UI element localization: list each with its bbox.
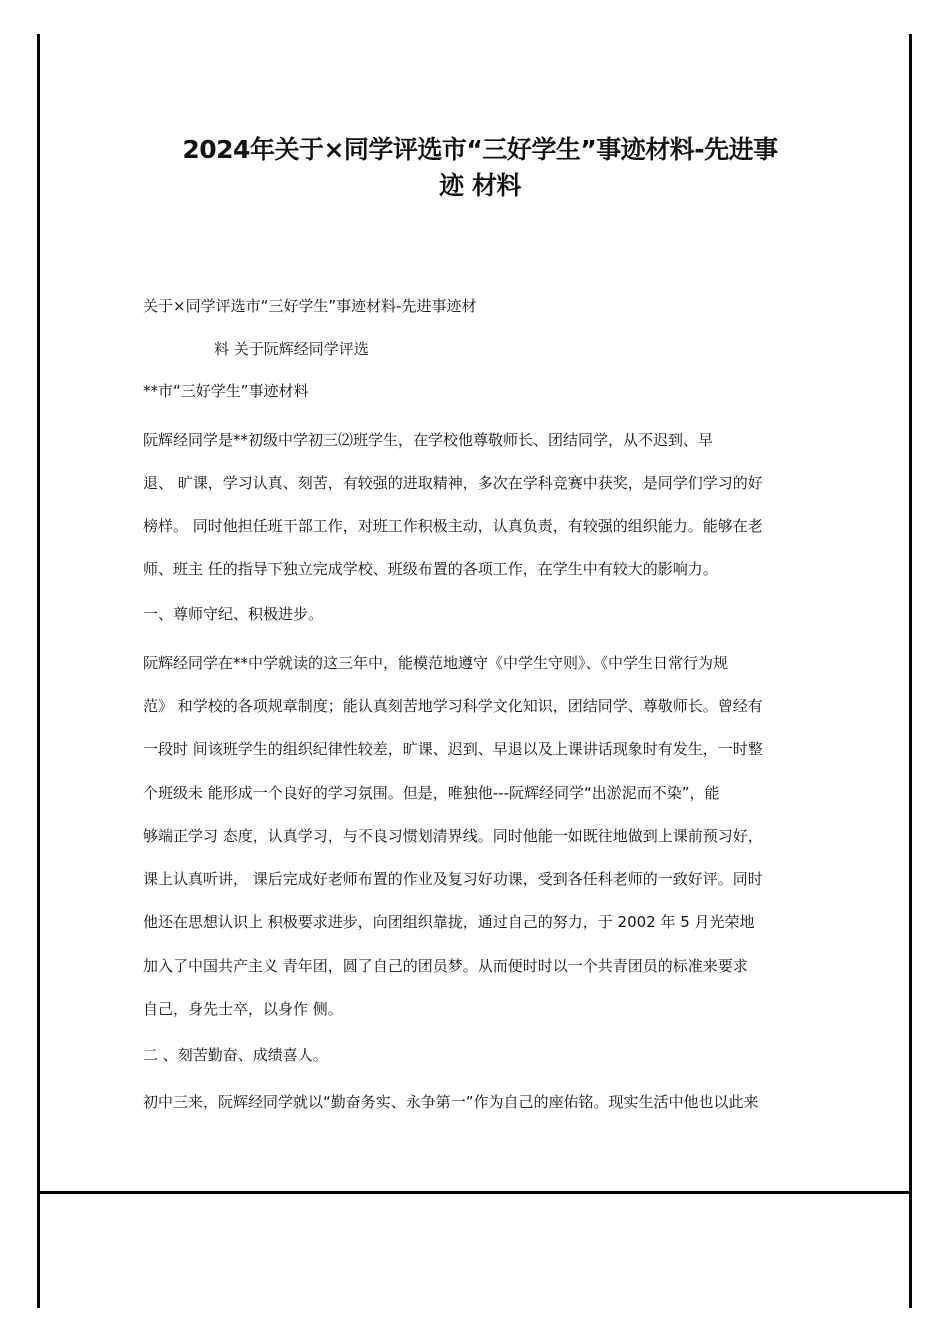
section-heading: 一、尊师守纪、积极进步。	[143, 605, 324, 623]
body-line: 加入了中国共产主义 青年团，圆了自己的团员梦。从而便时时以一个共青团员的标准来要求	[143, 957, 748, 975]
body-line: 师、班主 任的指导下独立完成学校、班级布置的各项工作，在学生中有较大的影响力。	[143, 560, 718, 578]
body-line: 够端正学习 态度，认真学习，与不良习惯划清界线。同时他能一如既往地做到上课前预习好，	[143, 827, 763, 845]
title-line-1: 2024年关于×同学评选市“三好学生”事迹材料-先进事	[182, 135, 778, 164]
body-line: 料 关于阮辉经同学评选	[214, 340, 369, 358]
body-line: 个班级未 能形成一个良好的学习氛围。但是，唯独他---阮辉经同学“出淤泥而不染”，能	[143, 784, 720, 802]
body-line: 他还在思想认识上 积极要求进步，向团组织靠拢，通过自己的努力，于 2002 年 5 月光荣地	[143, 913, 755, 931]
body-line: 关于×同学评选市“三好学生”事迹材料-先进事迹材	[143, 297, 477, 315]
body-line: 榜样。 同时他担任班干部工作，对班工作积极主动，认真负责，有较强的组织能力。能够在老	[143, 517, 763, 535]
title-line-2: 迹 材料	[439, 171, 521, 200]
section-heading: 二 、刻苦勤奋、成绩喜人。	[143, 1046, 328, 1064]
body-line: 一段时 间该班学生的组织纪律性较差，旷课、迟到、早退以及上课讲话现象时有发生，一时整	[143, 740, 763, 758]
body-line: 阮辉经同学在**中学就读的这三年中，能模范地遵守《中学生守则》、《中学生日常行为规	[143, 654, 729, 672]
body-line: **市“三好学生”事迹材料	[143, 382, 309, 400]
page-border-left	[37, 34, 40, 1308]
document-title	[130, 132, 830, 204]
body-line: 退、 旷课，学习认真、刻苦，有较强的进取精神，多次在学科竞赛中获奖，是同学们学习的好	[143, 474, 763, 492]
page-border-right	[909, 34, 912, 1308]
body-line: 课上认真听讲， 课后完成好老师布置的作业及复习好功课，受到各任科老师的一致好评。同时	[143, 870, 763, 888]
page-border-bottom	[37, 1191, 912, 1194]
body-line: 自己，身先士卒，以身作 侧。	[143, 1000, 343, 1018]
body-line: 初中三来，阮辉经同学就以“勤奋务实、永争第一”作为自己的座佑铭。现实生活中他也以此来	[143, 1093, 759, 1111]
body-line: 范》 和学校的各项规章制度；能认真刻苦地学习科学文化知识，团结同学、尊敬师长。曾经有	[143, 697, 763, 715]
body-line: 阮辉经同学是**初级中学初三⑵班学生，在学校他尊敬师长、团结同学，从不迟到、早	[143, 431, 714, 449]
